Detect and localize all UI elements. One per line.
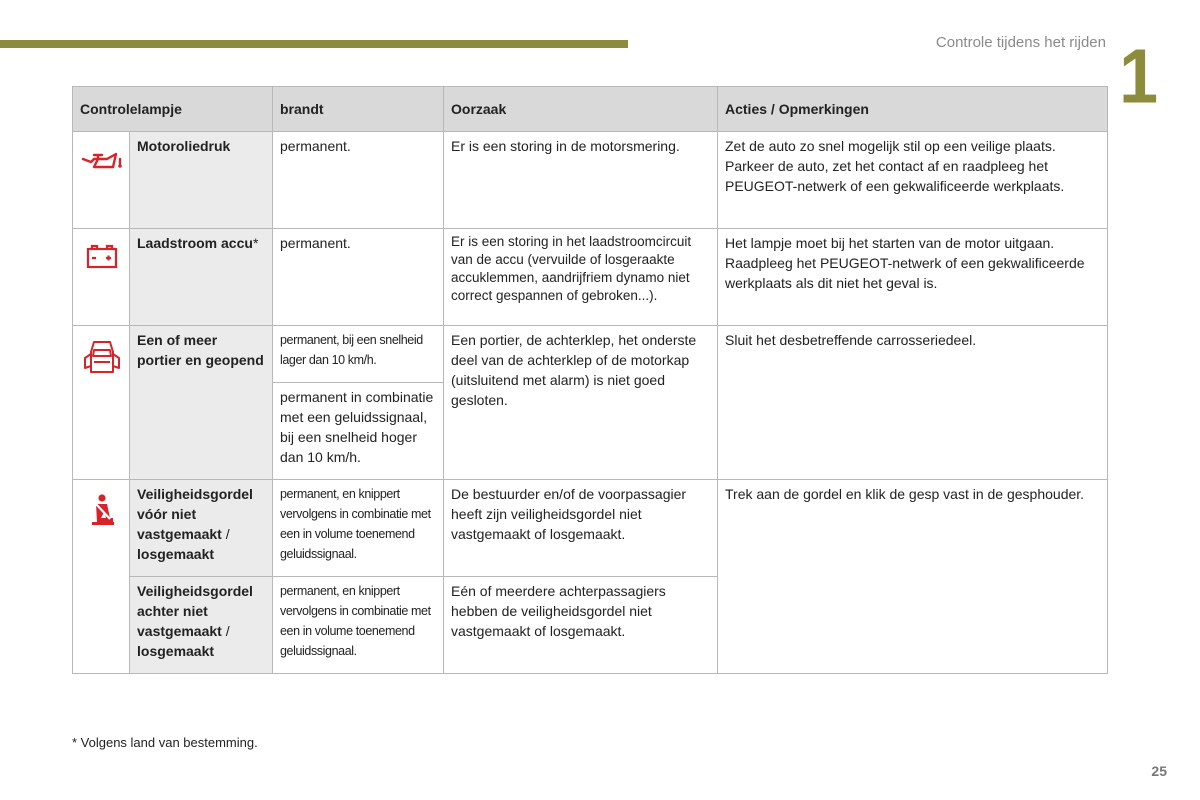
table-header-row [73,87,1108,132]
battery-icon [80,241,124,281]
table-row [73,132,1108,229]
lamp-state: permanent, en knippert vervolgens in combinatie met een in volume toenemend geluidssignaal. [273,480,444,577]
lamp-cause: De bestuurder en/of de voorpassagier heeft zijn veiligheidsgordel niet vastgemaakt of losgemaakt. [444,480,718,577]
open-door-car-icon [80,338,124,378]
lamp-name: Veiligheidsgordel vóór niet vastgemaakt / losgemaakt [130,480,273,577]
icon-cell [73,229,130,326]
column-header-actions: Acties / Opmerkingen [718,87,1108,132]
footnote: * Volgens land van bestemming. [72,735,258,750]
icon-cell [73,326,130,480]
lamp-state: permanent. [273,229,444,326]
table-row [73,480,1108,577]
lamp-state: permanent, en knippert vervolgens in combinatie met een in volume toenemend geluidssignaal. [273,577,444,674]
lamp-name: Een of meer portier en geopend [130,326,273,480]
lamp-cause: Er is een storing in de motorsmering. [444,132,718,229]
lamp-action: Sluit het desbetreffende carrosseriedeel. [718,326,1108,480]
lamp-name: Laadstroom accu* [130,229,273,326]
lamp-state: permanent in combinatie met een geluidssignaal, bij een snelheid hoger dan 10 km/h. [273,383,444,480]
oil-can-icon [80,144,124,184]
table-row [73,326,1108,383]
lamp-name: Veiligheidsgordel achter niet vastgemaakt / losgemaakt [130,577,273,674]
warning-lamps-table [72,86,1108,674]
lamp-cause: Eén of meerdere achterpassagiers hebben de veiligheidsgordel niet vastgemaakt of losgemaakt. [444,577,718,674]
column-header-cause: Oorzaak [444,87,718,132]
lamp-cause: Een portier, de achterklep, het onderste deel van de achterklep of de motorkap (uitsluitend met alarm) is niet goed gesloten. [444,326,718,480]
top-accent-bar [0,40,628,48]
lamp-action: Trek aan de gordel en klik de gesp vast in de gesphouder. [718,480,1108,674]
chapter-number: 1 [1119,33,1158,119]
seatbelt-icon [80,492,124,532]
lamp-cause: Er is een storing in het laadstroomcircuit van de accu (vervuilde of losgeraakte accuklemmen, aandrijfriem dynamo niet correct gespannen of gebroken...). [444,229,718,326]
table-row [73,229,1108,326]
lamp-action: Zet de auto zo snel mogelijk stil op een veilige plaats. Parkeer de auto, zet het contact af en raadpleeg het PEUGEOT-netwerk of een gekwalificeerde werkplaats. [718,132,1108,229]
column-header-lamp: Controlelampje [73,87,273,132]
lamp-action: Het lampje moet bij het starten van de motor uitgaan. Raadpleeg het PEUGEOT-netwerk of een gekwalificeerde werkplaats als dit niet het geval is. [718,229,1108,326]
column-header-state: brandt [273,87,444,132]
page-number: 25 [1151,763,1167,779]
lamp-state: permanent. [273,132,444,229]
lamp-name: Motoroliedruk [130,132,273,229]
icon-cell [73,132,130,229]
icon-cell [73,480,130,674]
lamp-state: permanent, bij een snelheid lager dan 10 km/h. [273,326,444,383]
section-title: Controle tijdens het rijden [935,34,1106,51]
